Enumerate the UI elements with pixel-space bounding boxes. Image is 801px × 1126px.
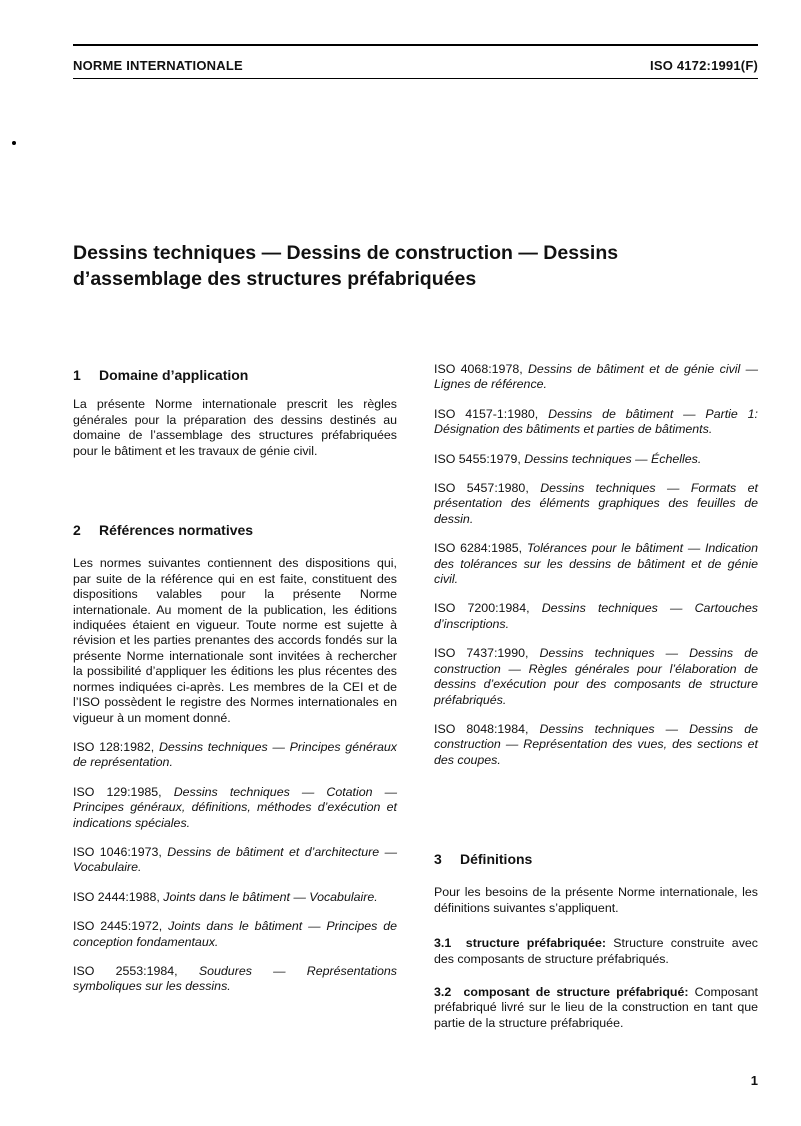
reference-code: ISO 5455:1979, (434, 451, 521, 466)
reference-code: ISO 6284:1985, (434, 541, 523, 556)
reference-item (434, 541, 758, 587)
section-number: 3 (434, 851, 442, 867)
definition-item (434, 985, 758, 1031)
reference-title: Dessins de bâtiment — Partie 1: Désignation des bâtiments et parties de bâtiments. (434, 406, 759, 437)
reference-title: Joints dans le bâtiment — Vocabulaire. (163, 889, 378, 904)
reference-item (73, 919, 397, 950)
reference-title: Tolérances pour le bâtiment — Indication des tolérances sur les dessins de bâtiment et de génie civil. (434, 541, 758, 587)
reference-code: ISO 128:1982, (73, 739, 155, 754)
reference-item (434, 722, 758, 768)
definition-text: Structure construite avec des composants de structure préfabriqués. (434, 936, 758, 966)
reference-title: Dessins techniques — Principes généraux de représentation. (73, 739, 397, 770)
header-right-label: ISO 4172:1991(F) (650, 58, 758, 73)
reference-title: Dessins techniques — Dessins de construction — Règles générales pour l’élaboration de dessins d’exécution pour des composants de structure préfabriqués. (434, 646, 758, 707)
definition-term: composant de structure préfabriqué: (463, 985, 689, 1000)
reference-code: ISO 1046:1973, (73, 844, 162, 859)
section-title: Références normatives (99, 522, 254, 539)
section-title: Domaine d’application (99, 367, 249, 383)
reference-title: Dessins techniques — Échelles. (524, 451, 702, 466)
reference-item (73, 845, 397, 876)
definition-number: 3.1 (434, 936, 452, 951)
reference-item (434, 452, 758, 467)
page-number: 1 (750, 1073, 758, 1088)
reference-title: Dessins techniques — Formats et présentation des éléments graphiques des feuilles de dessin. (434, 481, 758, 526)
section-title: Définitions (460, 851, 533, 867)
reference-code: ISO 2444:1988, (73, 889, 160, 904)
reference-code: ISO 5457:1980, (434, 481, 529, 496)
reference-code: ISO 7437:1990, (434, 646, 529, 661)
definition-item (434, 936, 758, 967)
reference-item (434, 481, 758, 527)
reference-item (434, 407, 758, 438)
left-column (73, 368, 397, 1009)
reference-title: Dessins techniques — Dessins de construction — Représentation des vues, des sections et des coupes. (434, 721, 758, 767)
reference-item (434, 362, 758, 393)
section-number: 1 (73, 367, 81, 383)
right-column (434, 362, 758, 782)
header-left-label: NORME INTERNATIONALE (73, 58, 243, 73)
reference-title: Dessins techniques — Cartouches d’inscriptions. (434, 601, 758, 631)
reference-item (434, 601, 758, 632)
section-2-intro: Les normes suivantes contiennent des dispositions qui, par suite de la référence qui en est faite, constituent des dispositions valables pour la présente Norme internationale. Au moment de la publication, les éditions indiquées étaient en vigueur. Toute norme est sujette à révision et les parties prenantes des accords fondés sur la présente Norme internationale sont invitées à rechercher la possibilité d’appliquer les éditions les plus récentes des normes indiquées ci-après. Les membres de la CEI et de l’ISO possèdent le registre des Normes internationales en vigueur à un moment donné. (73, 556, 397, 725)
reference-code: ISO 7200:1984, (434, 601, 530, 616)
section-3-heading (434, 852, 758, 867)
reference-code: ISO 129:1985, (73, 784, 162, 799)
reference-title: Dessins de bâtiment et de génie civil — Lignes de référence. (434, 362, 758, 392)
reference-item (434, 646, 758, 708)
reference-code: ISO 2553:1984, (73, 963, 178, 978)
reference-title: Joints dans le bâtiment — Principes de conception fondamentaux. (73, 919, 397, 949)
definition-term: structure préfabriquée: (465, 936, 606, 951)
section-number: 2 (73, 522, 81, 539)
definition-text: Composant préfabriqué livré sur le lieu de la construction en tant que partie de la structure préfabriquée. (434, 985, 758, 1030)
reference-item (73, 785, 397, 831)
section-1-text: La présente Norme internationale prescrit les règles générales pour la préparation des dessins destinés au domaine de l’assemblage des structures préfabriquées pour le bâtiment et les travaux de génie civil. (73, 397, 397, 458)
reference-code: ISO 4157-1:1980, (434, 406, 539, 421)
reference-code: ISO 8048:1984, (434, 721, 529, 736)
reference-item (73, 964, 397, 995)
document-title: Dessins techniques — Dessins de construction — Dessins d’assemblage des structures préfabriquées (73, 242, 619, 290)
reference-item (73, 890, 397, 905)
header-top-rule (73, 44, 758, 46)
reference-item (73, 740, 397, 771)
definition-number: 3.2 (434, 985, 452, 1000)
reference-title: Soudures — Représentations symboliques sur les dessins. (73, 963, 397, 994)
definitions-column (434, 852, 758, 1031)
section-1-heading (73, 368, 397, 383)
section-2-heading (73, 523, 397, 538)
margin-dot (12, 141, 16, 145)
reference-code: ISO 4068:1978, (434, 362, 523, 376)
section-3-intro: Pour les besoins de la présente Norme internationale, les définitions suivantes s’appliquent. (434, 885, 758, 915)
reference-title: Dessins techniques — Cotation — Principes généraux, définitions, méthodes d’exécution et indications spéciales. (73, 784, 398, 830)
reference-title: Dessins de bâtiment et d’architecture — Vocabulaire. (73, 844, 397, 875)
header-bottom-rule (73, 78, 758, 79)
reference-code: ISO 2445:1972, (73, 919, 163, 934)
